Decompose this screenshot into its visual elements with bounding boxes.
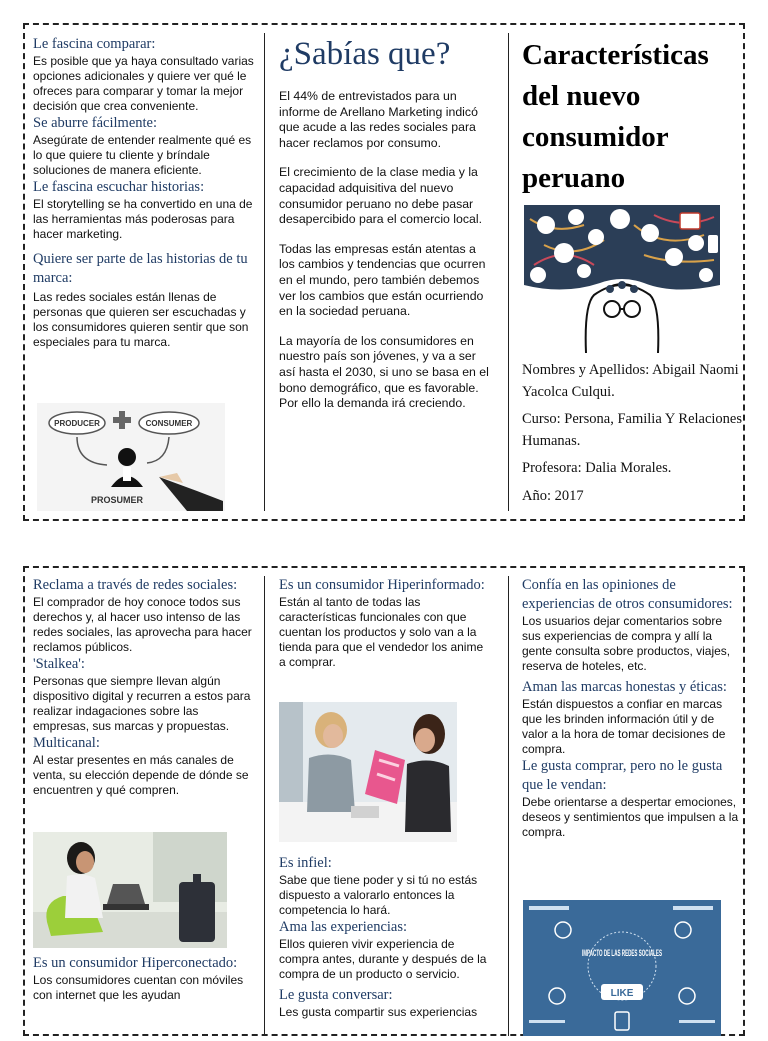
column-divider <box>264 33 265 511</box>
section-text: Están al tanto de todas las características funcionales con que cuentan los productos y solo van a la tienda para que el vendedor los anime a comprar. <box>279 595 484 669</box>
digital-consumer-image <box>524 205 720 353</box>
prosumer-label: PROSUMER <box>90 495 144 505</box>
top-right-column <box>522 35 744 199</box>
section-text: Debe orientarse a despertar emociones, deseos y sentimientos que impulsen a la compra. <box>522 795 739 839</box>
bottom-right-column <box>522 576 740 840</box>
title-line: consumidor <box>522 121 669 153</box>
section-stalkea <box>33 655 255 734</box>
section-opiniones <box>522 576 740 674</box>
author-info <box>522 359 746 507</box>
column-divider <box>508 576 509 1036</box>
consumer-label: CONSUMER <box>145 419 193 428</box>
section-text: Las redes sociales están llenas de personas que quieren ser escuchadas y los consumidores quieren sentir que son especiales para tu marca. <box>33 290 249 349</box>
section-heading: Es infiel: <box>279 855 332 871</box>
section-infiel <box>279 854 493 918</box>
brochure-inside-panel <box>23 566 745 1036</box>
author-name: Nombres y Apellidos: Abigail Naomi Yacolca Culqui. <box>522 362 739 400</box>
section-hiperconectado <box>33 954 255 1003</box>
section-aburre <box>33 114 255 178</box>
fact-paragraph: La mayoría de los consumidores en nuestro país son jóvenes, y va a ser así hasta el 2030, si uno se basa en el bono demográfico, que es favorable. Por ello la demanda irá creciendo. <box>279 333 489 411</box>
fact-paragraph: Todas las empresas están atentas a los cambios y tendencias que ocurren en el mundo, pero también debemos ver los cambios que están ocurriendo en la sociedad peruana. <box>279 241 486 319</box>
year: Año: 2017 <box>522 488 584 504</box>
section-experiencias <box>279 918 493 982</box>
section-historias <box>33 178 255 242</box>
brochure-front-panel <box>23 23 745 521</box>
section-text: Les gusta compartir sus experiencias <box>279 1005 478 1019</box>
top-middle-column <box>279 35 491 426</box>
section-heading: Se aburre fácilmente: <box>33 115 157 131</box>
woman-laptop-photo <box>33 832 227 948</box>
section-text: Los usuarios dejar comentarios sobre sus experiencias de compra y allí la gente consulta sobre productos, viajes, reserva de hoteles, etc. <box>522 614 731 673</box>
section-heading: Es un consumidor Hiperconectado: <box>33 955 238 971</box>
section-comparar <box>33 35 255 114</box>
like-button-label: LIKE <box>610 988 634 999</box>
section-conversar <box>279 986 493 1020</box>
section-heading: 'Stalkea': <box>33 656 85 672</box>
section-heading: Le gusta conversar: <box>279 987 393 1003</box>
title-line: peruano <box>522 162 626 194</box>
section-heading: Aman las marcas honestas y éticas: <box>522 679 727 695</box>
section-comprar-no-vender <box>522 757 740 840</box>
fact-paragraph: El crecimiento de la clase media y la capacidad adquisitiva del nuevo consumidor peruano no debe pasar desapercibido para el comercio local. <box>279 165 483 227</box>
bottom-middle-column-top <box>279 576 493 670</box>
section-text: Asegúrate de entender realmente qué es lo que quiere tu cliente y bríndale soluciones de manera eficiente. <box>33 133 252 177</box>
section-text: Personas que siempre llevan algún dispositivo digital y recurren a estos para realizar indagaciones sobre las empresas, sus marcas y propuestas. <box>33 674 251 733</box>
infographic-title: IMPACTO DE LAS REDES SOCIALES <box>582 948 662 958</box>
prosumer-image <box>37 403 225 511</box>
section-heading: Es un consumidor Hiperinformado: <box>279 577 485 593</box>
section-heading: Ama las experiencias: <box>279 919 408 935</box>
teacher-name: Profesora: Dalia Morales. <box>522 460 672 476</box>
section-multicanal <box>33 734 255 798</box>
section-text: Es posible que ya haya consultado varias opciones adicionales y quiere ver qué le ofreces para comparar y tomar la mejor decisión que crea conveniente. <box>33 54 254 113</box>
section-heading: Le gusta comprar, pero no le gusta que le vendan: <box>522 758 723 793</box>
social-media-infographic <box>523 900 721 1036</box>
section-text: Los consumidores cuentan con móviles con internet que les ayudan <box>33 973 244 1002</box>
bottom-middle-column-bottom <box>279 854 493 1020</box>
section-text: Ellos quieren vivir experiencia de compra antes, durante y después de la compra de un producto o servicio. <box>279 937 487 981</box>
title-line: Características <box>522 39 709 71</box>
section-heading: Le fascina comparar: <box>33 36 156 52</box>
section-text: El storytelling se ha convertido en una de las herramientas más poderosas para hacer marketing. <box>33 197 253 241</box>
main-title <box>522 35 744 199</box>
top-left-column <box>33 35 255 350</box>
sabias-que-title: ¿Sabías que? <box>279 36 451 72</box>
section-parte-historias <box>33 250 255 350</box>
section-reclama <box>33 576 255 655</box>
column-divider <box>264 576 265 1036</box>
section-text: Sabe que tiene poder y si tú no estás dispuesto a valorarlo entonces la competencia lo hará. <box>279 873 478 917</box>
fact-paragraph: El 44% de entrevistados para un informe de Arellano Marketing indicó que acude a las redes sociales para hacer reclamos por consumo. <box>279 89 478 150</box>
section-text: El comprador de hoy conoce todos sus derechos y, al hacer uso intenso de las redes sociales, las aprovecha para hacer reclamos públicos. <box>33 595 252 654</box>
section-heading: Le fascina escuchar historias: <box>33 179 205 195</box>
column-divider <box>508 33 509 511</box>
section-hiperinformado <box>279 576 493 670</box>
section-marcas-honestas <box>522 678 740 757</box>
shopping-photo <box>279 702 457 842</box>
section-heading: Confía en las opiniones de experiencias de otros consumidores: <box>522 577 733 612</box>
section-text: Al estar presentes en más canales de venta, su elección depende de dónde se encuentren y qué compren. <box>33 753 249 797</box>
section-heading: Reclama a través de redes sociales: <box>33 577 238 593</box>
title-line: del nuevo <box>522 80 641 112</box>
producer-label: PRODUCER <box>54 419 100 428</box>
bottom-left-column <box>33 576 255 798</box>
section-text: Están dispuestos a confiar en marcas que les brinden información útil y de valor a la hora de tomar decisiones de compra. <box>522 697 726 756</box>
section-heading: Quiere ser parte de las historias de tu marca: <box>33 251 248 286</box>
section-heading: Multicanal: <box>33 735 100 751</box>
course-name: Curso: Persona, Familia Y Relaciones Humanas. <box>522 411 743 449</box>
